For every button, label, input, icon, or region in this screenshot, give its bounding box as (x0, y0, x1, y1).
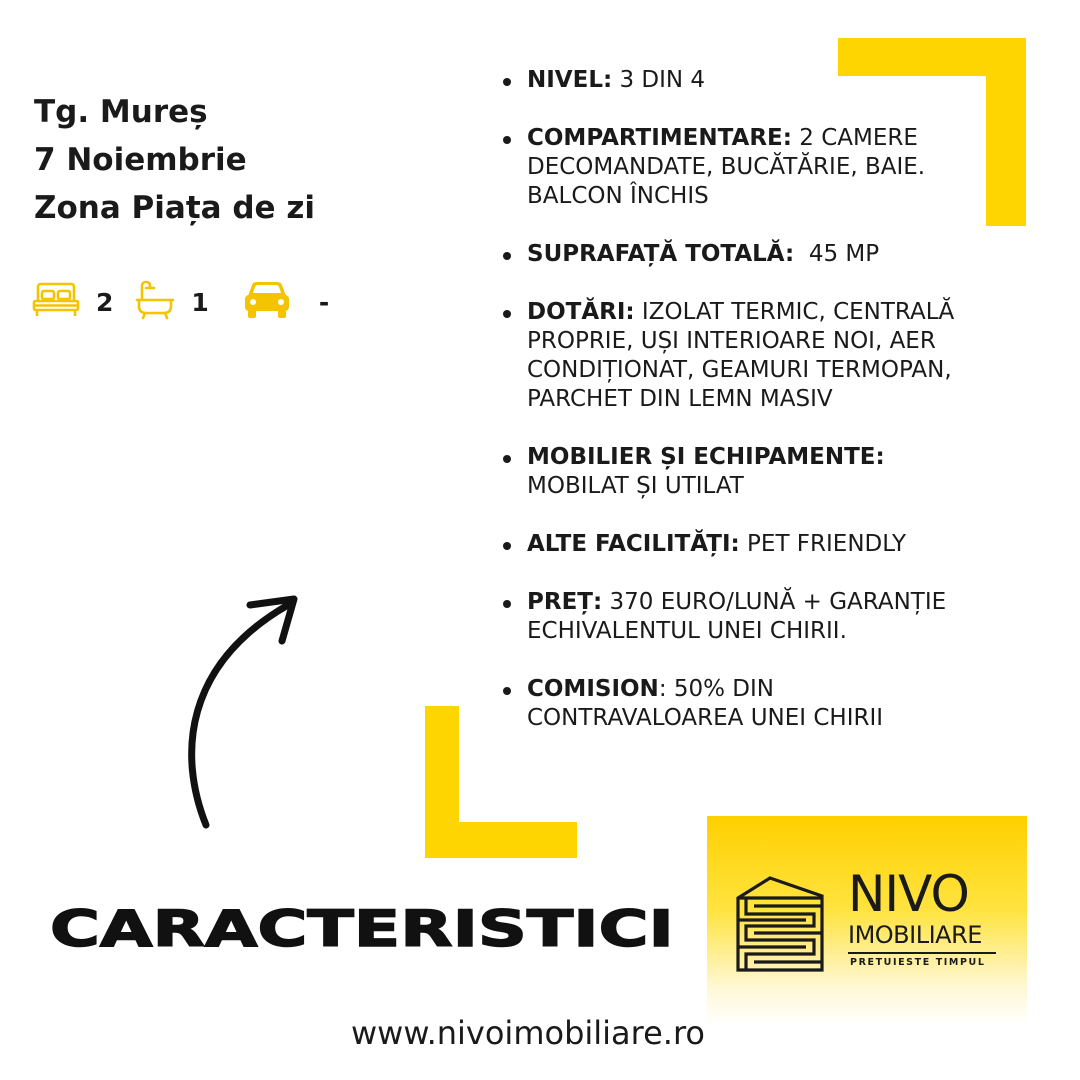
feature-value: MOBILAT ȘI UTILAT (527, 473, 744, 499)
feature-item-price (500, 588, 980, 646)
section-heading: CARACTERISTICI (50, 900, 674, 958)
curved-arrow-icon (170, 585, 310, 835)
feature-item-layout (500, 124, 980, 211)
feature-label: ALTE FACILITĂȚI: (527, 531, 740, 557)
feature-value: : 50% DIN CONTRAVALOAREA UNEI CHIRII (527, 676, 884, 731)
car-icon (243, 281, 291, 323)
location-city: Tg. Mureș (34, 94, 208, 130)
brand-subtitle: IMOBILIARE (848, 921, 982, 949)
features-list (500, 66, 980, 762)
feature-item-commission (500, 675, 980, 733)
feature-item-furniture (500, 443, 980, 501)
bathtub-icon (135, 280, 175, 324)
brand-name: NIVO (848, 865, 969, 923)
feature-label: PREȚ: (527, 589, 603, 615)
feature-label: NIVEL: (527, 67, 613, 93)
bed-icon (32, 281, 80, 323)
feature-item-facilities (500, 530, 980, 559)
feature-value: 370 EURO/LUNĂ + GARANȚIE ECHIVALENTUL UNEI CHIRII. (527, 589, 947, 644)
feature-item-level (500, 66, 980, 95)
website-link[interactable]: www.nivoimobiliare.ro (350, 1014, 705, 1052)
location-block (34, 88, 315, 232)
feature-label: DOTĂRI: (527, 299, 635, 325)
location-street: 7 Noiembrie (34, 142, 247, 178)
parking-count: - (318, 287, 330, 317)
building-logo-icon (730, 870, 830, 978)
feature-label: SUPRAFAȚĂ TOTALĂ: (527, 241, 795, 267)
amenities-row (32, 282, 351, 322)
feature-value: 2 CAMERE DECOMANDATE, BUCĂTĂRIE, BAIE. BALCON ÎNCHIS (527, 125, 926, 209)
feature-label: MOBILIER ȘI ECHIPAMENTE: (527, 444, 885, 470)
feature-item-equipment (500, 298, 980, 414)
brand-logo (730, 865, 1020, 978)
location-zone: Zona Piața de zi (34, 190, 316, 226)
feature-item-area (500, 240, 980, 269)
feature-label: COMISION (527, 676, 659, 702)
feature-value: 45 MP (794, 241, 880, 267)
brand-divider (848, 952, 996, 954)
feature-value: 3 DIN 4 (612, 67, 706, 93)
bedrooms-count: 2 (96, 287, 114, 317)
corner-bracket-top-right-vertical (986, 38, 1026, 226)
bathrooms-count: 1 (191, 287, 209, 317)
feature-label: COMPARTIMENTARE: (527, 125, 792, 151)
feature-value: IZOLAT TERMIC, CENTRALĂ PROPRIE, UȘI INTERIOARE NOI, AER CONDIȚIONAT, GEAMURI TERMOPAN, PARCHET DIN LEMN MASIV (527, 299, 955, 412)
brand-tagline: PRETUIESTE TIMPUL (850, 957, 986, 968)
feature-value: PET FRIENDLY (739, 531, 907, 557)
corner-bracket-bottom-left-horizontal (425, 822, 577, 858)
